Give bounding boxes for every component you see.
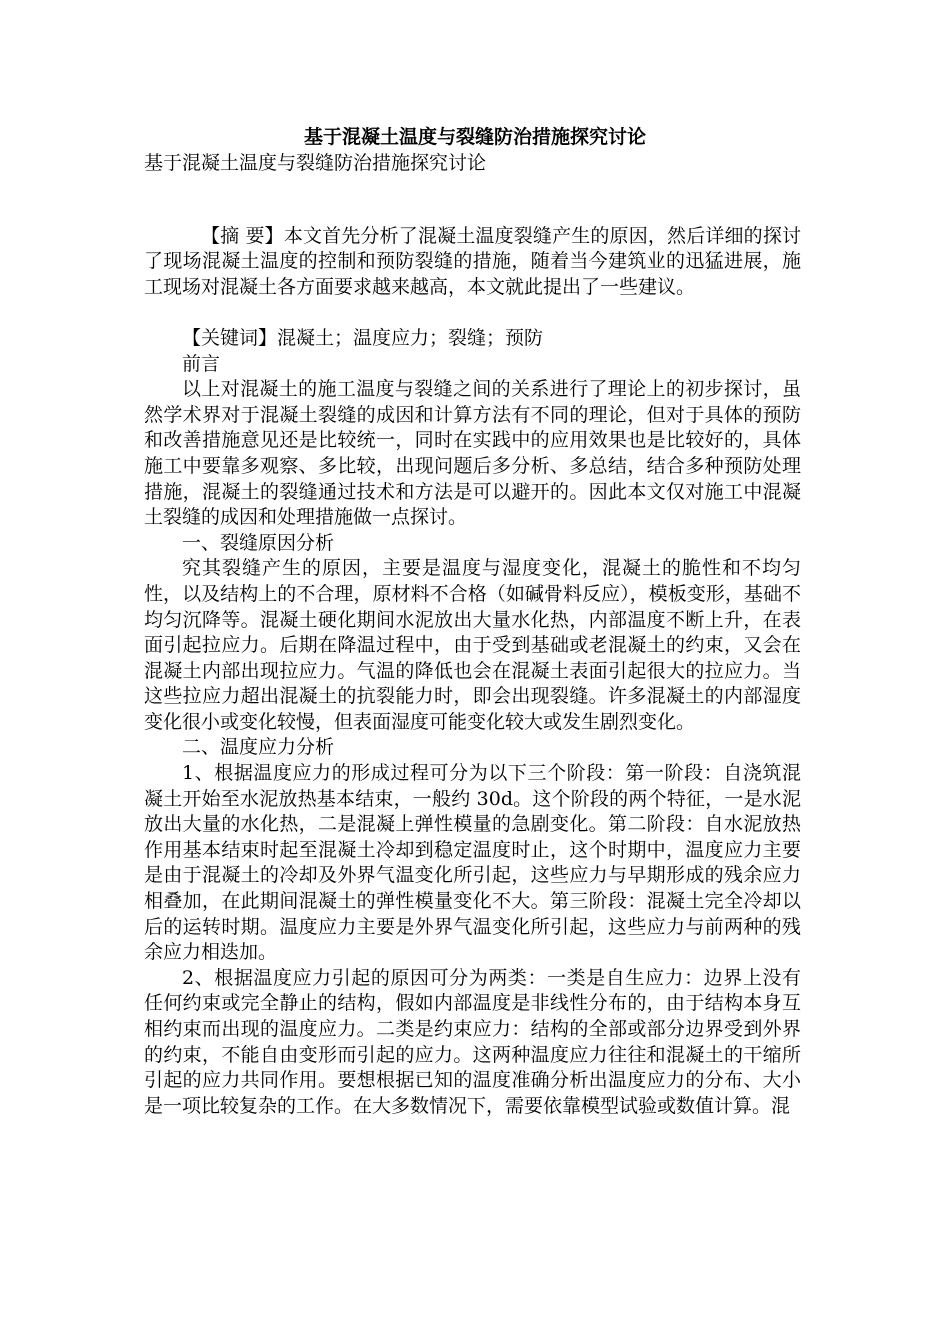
document-subtitle: 基于混凝土温度与裂缝防治措施探究讨论	[144, 152, 487, 174]
keywords-paragraph: 【关键词】混凝土；温度应力；裂缝；预防	[182, 326, 544, 349]
section-paragraph-cause: 究其裂缝产生的原因，主要是温度与湿度变化，混凝土的脆性和不均匀性，以及结构上的不合理，原材料不合格（如碱骨料反应），模板变形，基础不均匀沉降等。混凝土硬化期间水泥放出大量水化热，内部温度不断上升，在表面引起拉应力。后期在降温过程中，由于受到基础或老混凝土的约束，又会在混凝土内部出现拉应力。气温的降低也会在混凝土表面引起很大的拉应力。当这些拉应力超出混凝土的抗裂能力时，即会出现裂缝。许多混凝土的内部湿度变化很小或变化较慢，但表面湿度可能变化较大或发生剧烈变化。	[144, 557, 801, 733]
document-body	[144, 198, 801, 1119]
stress-item-2-paragraph: 2、根据温度应力引起的原因可分为两类：一类是自生应力：边界上没有任何约束或完全静止的结构，假如内部温度是非线性分布的，由于结构本身互相约束而出现的温度应力。二类是约束应力：结构的全部或部分边界受到外界的约束，不能自由变形而引起的应力。这两种温度应力往往和混凝土的干缩所引起的应力共同作用。要想根据已知的温度准确分析出温度应力的分布、大小是一项比较复杂的工作。在大多数情况下，需要依靠模型试验或数值计算。混	[144, 966, 801, 1117]
abstract-paragraph: 【摘 要】本文首先分析了混凝土温度裂缝产生的原因，然后详细的探讨了现场混凝土温度的控制和预防裂缝的措施，随着当今建筑业的迅猛进展，施工现场对混凝土各方面要求越来越高，本文就此提出了一些建议。	[144, 224, 801, 298]
section-heading-stress: 二、温度应力分析	[182, 736, 335, 759]
preface-paragraph: 以上对混凝土的施工温度与裂缝之间的关系进行了理论上的初步探讨，虽然学术界对于混凝土裂缝的成因和计算方法有不同的理论，但对于具体的预防和改善措施意见还是比较统一，同时在实践中的应用效果也是比较好的，具体施工中要靠多观察、多比较，出现问题后多分析、多总结，结合多种预防处理措施，混凝土的裂缝通过技术和方法是可以避开的。因此本文仅对施工中混凝土裂缝的成因和处理措施做一点探讨。	[144, 378, 801, 529]
preface-heading: 前言	[182, 352, 221, 375]
document-title: 基于混凝土温度与裂缝防治措施探究讨论	[303, 126, 646, 148]
stress-item-1-paragraph: 1、根据温度应力的形成过程可分为以下三个阶段：第一阶段：自浇筑混凝土开始至水泥放热基本结束，一般约 30d。这个阶段的两个特征，一是水泥放出大量的水化热，二是混凝上弹性模量的急剧变化。第二阶段：自水泥放热作用基本结束时起至混凝土冷却到稳定温度时止，这个时期中，温度应力主要是由于混凝土的冷却及外界气温变化所引起，这些应力与早期形成的残余应力相叠加，在此期间混凝土的弹性模量变化不大。第三阶段：混凝土完全冷却以后的运转时期。温度应力主要是外界气温变化所引起，这些应力与前两种的残余应力相迭加。	[144, 762, 801, 964]
section-heading-cause: 一、裂缝原因分析	[182, 531, 335, 554]
